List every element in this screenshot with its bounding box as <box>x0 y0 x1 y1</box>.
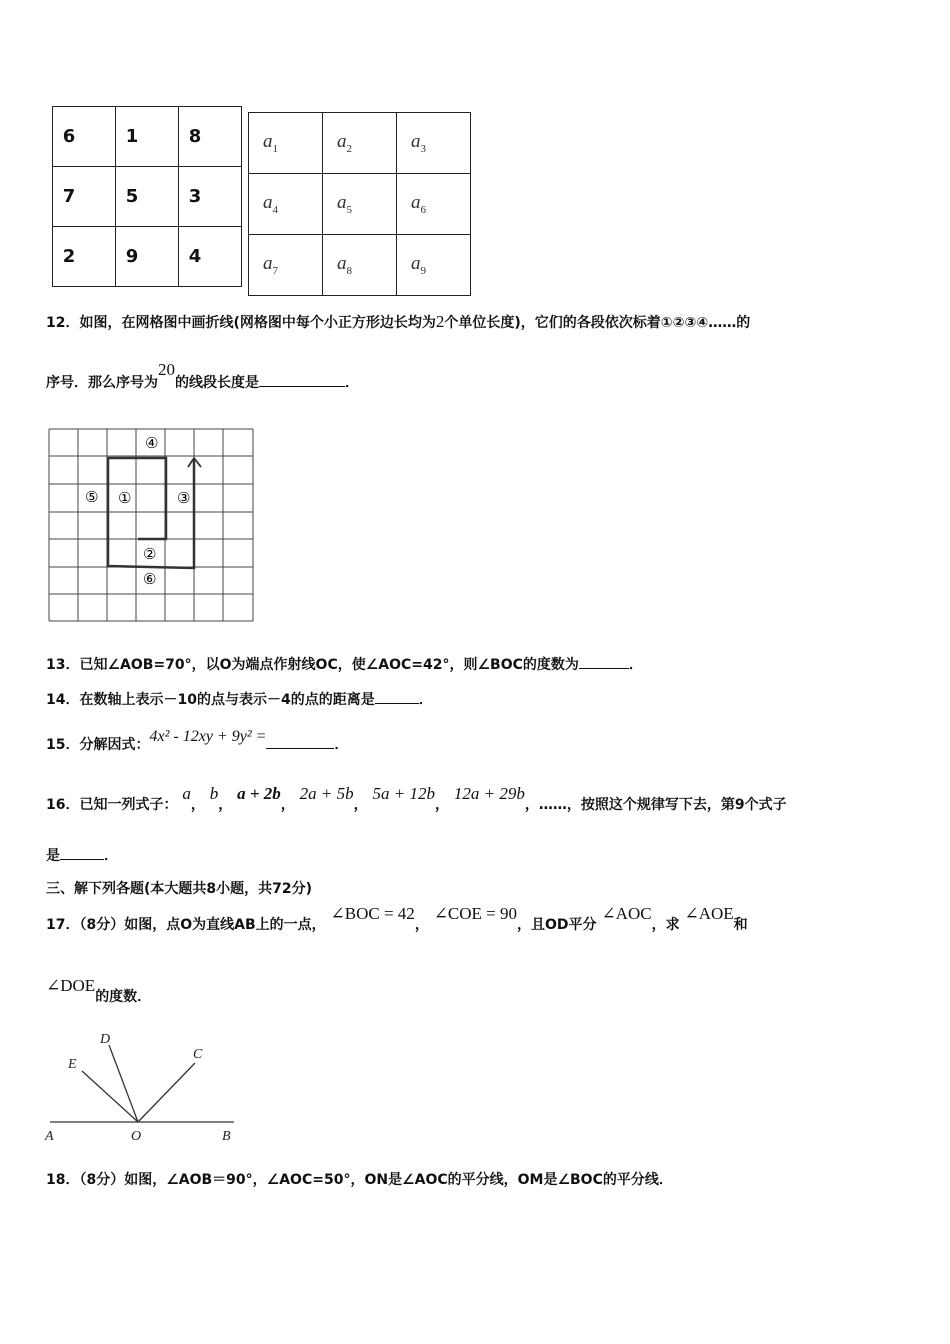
point-d-label: D <box>100 1032 111 1047</box>
polyline-grid-figure <box>46 426 258 626</box>
question-15: 15．分解因式：4x² - 12xy + 9y² = ． <box>46 728 349 753</box>
answer-blank[interactable] <box>60 845 104 860</box>
magic-cell: 8 <box>179 107 242 167</box>
point-b-label: B <box>222 1129 231 1144</box>
grid-cell: $a_1$ <box>249 113 323 174</box>
question-17-line2: ∠DOE的度数． <box>46 976 152 1005</box>
magic-cell: 5 <box>116 167 179 227</box>
ray-od <box>109 1045 138 1122</box>
a-variable-grid <box>248 112 471 296</box>
ray-oc <box>138 1063 195 1122</box>
segment-label-1: ① <box>118 489 132 507</box>
magic-cell: 3 <box>179 167 242 227</box>
grid-cell: $a_3$ <box>397 113 471 174</box>
magic-cell: 6 <box>53 107 116 167</box>
grid-cell: $a_2$ <box>323 113 397 174</box>
grid-cell: $a_7$ <box>249 235 323 296</box>
point-o-label: O <box>131 1129 142 1144</box>
question-16-line1: 16．已知一列式子： a， b， a + 2b， 2a + 5b， 5a + 12b， 12a + 29b，……，按照这个规律写下去，第9个式子 <box>46 784 787 813</box>
grid-cell: $a_6$ <box>397 174 471 235</box>
segment-label-2: ② <box>143 545 157 563</box>
question-12-line1: 12．如图，在网格图中画折线(网格图中每个小正方形边长均为2个单位长度)，它们的各段依次标着①②③④……的 <box>46 312 751 331</box>
grid-cell: $a_4$ <box>249 174 323 235</box>
question-12-line2: 序号．那么序号为20的线段长度是 ． <box>46 360 359 391</box>
answer-blank[interactable] <box>259 372 345 387</box>
segment-label-6: ⑥ <box>143 570 157 588</box>
magic-cell: 7 <box>53 167 116 227</box>
answer-blank[interactable] <box>375 689 419 704</box>
grid-cell: $a_8$ <box>323 235 397 296</box>
segment-label-5: ⑤ <box>85 488 99 506</box>
point-a-label: A <box>45 1129 54 1144</box>
magic-cell: 1 <box>116 107 179 167</box>
ray-oe <box>82 1071 138 1122</box>
segment-label-3: ③ <box>177 489 191 507</box>
magic-cell: 9 <box>116 227 179 287</box>
grid-cell: $a_9$ <box>397 235 471 296</box>
point-c-label: C <box>193 1047 203 1062</box>
magic-square-table <box>52 106 242 287</box>
answer-blank[interactable] <box>579 654 629 669</box>
question-18: 18．（8分）如图，∠AOB＝90°，∠AOC=50°，ON是∠AOC的平分线，OM是∠BOC的平分线． <box>46 1172 673 1188</box>
question-17-line1: 17．（8分）如图，点O为直线AB上的一点， ∠BOC = 42， ∠COE = 90，且OD平分 ∠AOC，求 ∠AOE和 <box>46 904 748 933</box>
angle-figure <box>40 1028 250 1146</box>
question-14: 14．在数轴上表示－10的点与表示－4的点的距离是 ． <box>46 689 433 709</box>
magic-cell: 2 <box>53 227 116 287</box>
section-3-heading: 三、解下列各题(本大题共8小题，共72分) <box>46 881 313 897</box>
point-e-label: E <box>68 1057 77 1072</box>
answer-blank[interactable] <box>266 734 334 749</box>
grid-cell: $a_5$ <box>323 174 397 235</box>
segment-label-4: ④ <box>145 434 159 452</box>
question-16-line2: 是 ． <box>46 845 118 865</box>
magic-cell: 4 <box>179 227 242 287</box>
question-13: 13．已知∠AOB=70°，以O为端点作射线OC，使∠AOC=42°，则∠BOC的度数为 ． <box>46 654 643 674</box>
